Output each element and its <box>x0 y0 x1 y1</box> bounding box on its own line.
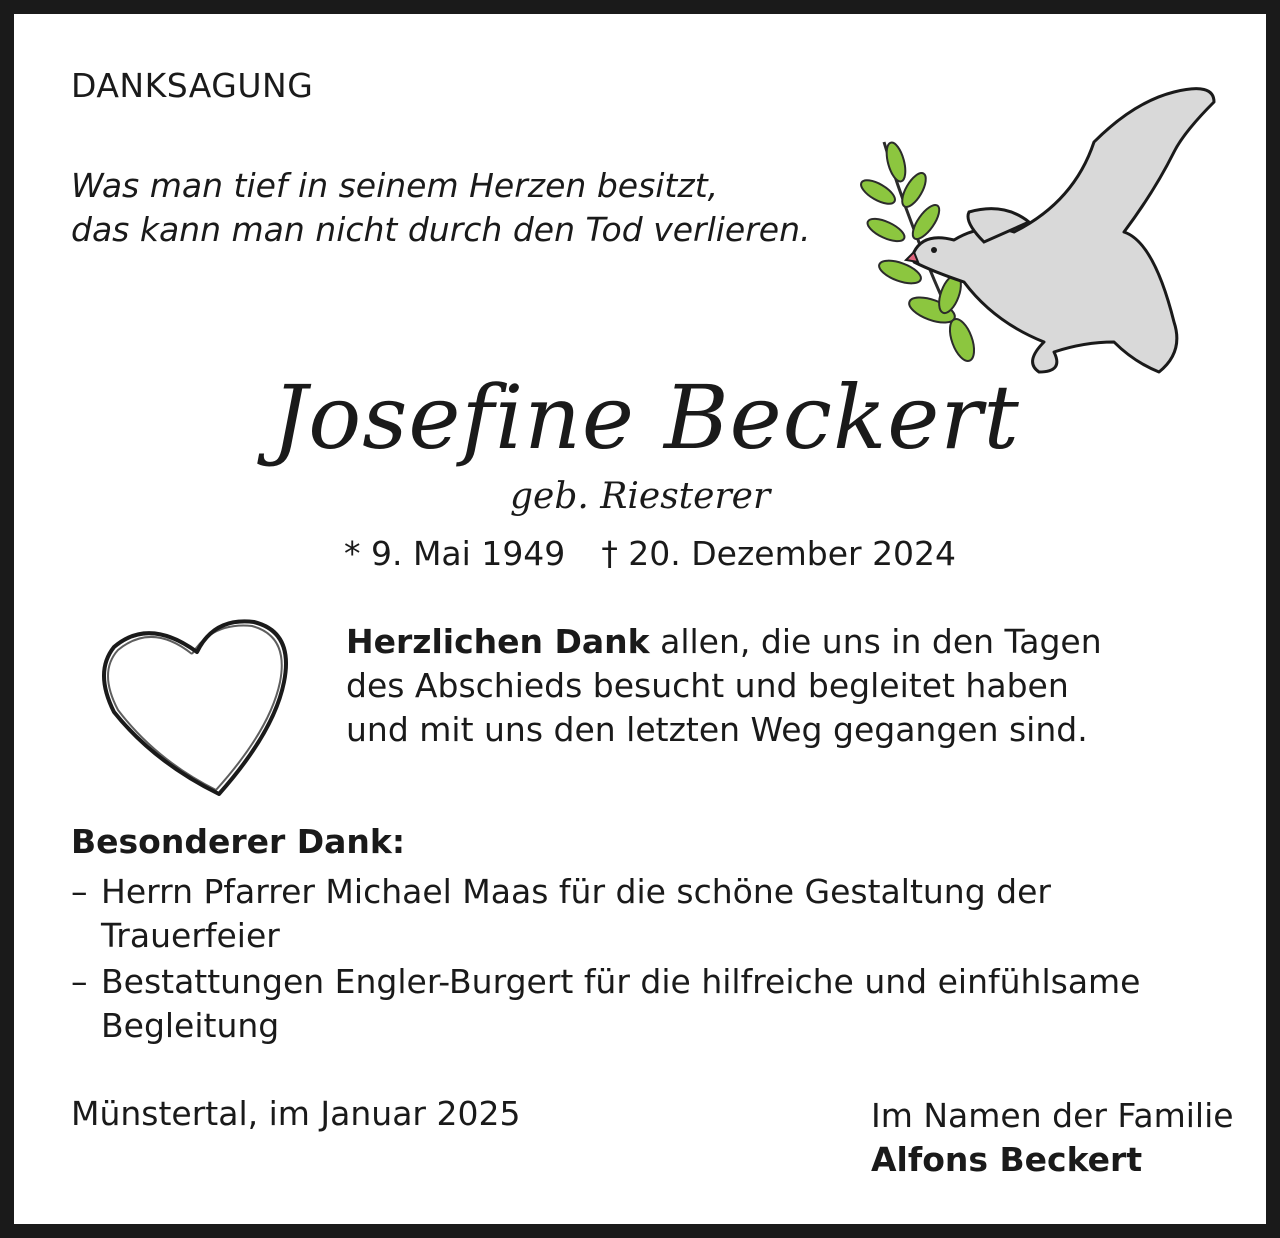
place-date: Münstertal, im Januar 2025 <box>71 1094 521 1133</box>
life-dates <box>344 534 956 573</box>
quote <box>71 164 811 252</box>
thanks-bold: Herzlichen Dank <box>346 622 650 661</box>
thanks-line-2: des Abschieds besucht und begleitet haben <box>346 666 1069 705</box>
birth-date: * 9. Mai 1949 <box>344 534 566 573</box>
heart-icon <box>94 612 294 802</box>
list-dash: – <box>71 872 88 911</box>
death-date: † 20. Dezember 2024 <box>601 534 957 573</box>
signoff <box>871 1094 1234 1182</box>
thanks-line-3: und mit uns den letzten Weg gegangen sind. <box>346 710 1088 749</box>
quote-line-1: Was man tief in seinem Herzen besitzt, <box>71 166 719 205</box>
list-item-line-1: Herrn Pfarrer Michael Maas für die schöne Gestaltung der <box>101 872 1051 911</box>
list-item <box>71 960 1140 1048</box>
quote-line-2: das kann man nicht durch den Tod verlieren. <box>71 210 811 249</box>
list-dash: – <box>71 962 88 1001</box>
thanks-line-1-rest: allen, die uns in den Tagen <box>649 622 1102 661</box>
signoff-name: Alfons Beckert <box>871 1140 1143 1179</box>
heading: DANKSAGUNG <box>71 66 314 105</box>
list-item-line-2: Trauerfeier <box>101 916 280 955</box>
thanks-text <box>346 620 1102 752</box>
maiden-name: geb. Riesterer <box>510 476 771 517</box>
list-item <box>71 870 1140 958</box>
list-item-line-2: Begleitung <box>101 1006 280 1045</box>
special-thanks-title: Besonderer Dank: <box>71 822 406 861</box>
signoff-line: Im Namen der Familie <box>871 1096 1234 1135</box>
dove-icon <box>854 72 1224 402</box>
deceased-name: Josefine Beckert <box>272 366 1020 469</box>
list-item-line-1: Bestattungen Engler-Burgert für die hilfreiche und einfühlsame <box>101 962 1141 1001</box>
thanks-line-1 <box>346 620 1102 664</box>
special-thanks-list <box>71 870 1140 1050</box>
